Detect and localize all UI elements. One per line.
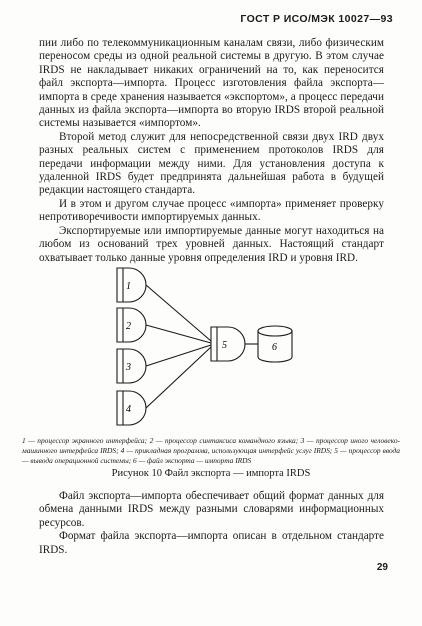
processor-2-shape [117,308,146,342]
label-2: 2 [126,321,131,332]
paragraph-4: Экспортируемые или импортируемые данные могут находиться на любом из оснований трех уровней данных. Настоящий стандарт охватывает только данные уровня определения IRD и уровня IRD. [39,224,384,264]
figure-caption: Рисунок 10 Файл экспорта — импорта IRDS [111,468,311,479]
paragraph-2: Второй метод служит для непосредственной связи двух IRD двух разных реальных систем с применением протоколов IRDS для передачи информации между ними. Для установления доступа к удаленной IRDS будет предпринята дальнейшая работа в будущей редакции настоящего стандарта. [39,130,384,197]
processor-4-shape [117,391,146,425]
diagram-svg [103,263,333,433]
label-5: 5 [222,340,227,351]
processor-5-shape [211,327,245,361]
label-4: 4 [126,404,131,415]
figure-10-diagram [103,263,333,438]
processor-3-shape [117,349,146,383]
label-6: 6 [272,342,277,353]
main-text-bottom [39,490,384,557]
page-number: 29 [376,562,388,573]
paragraph-5: Файл экспорта—импорта обеспечивает общий формат данных для обмена данными IRDS между разными словарями информационных ресурсов. [39,490,384,529]
processor-1-shape [117,268,146,302]
main-text-top [39,37,384,265]
label-3: 3 [126,362,131,373]
label-1: 1 [126,281,131,292]
paragraph-1: пии либо по телекоммуникационным каналам связи, либо физическим переносом среды из одной реальной системы в другую. В этом случае IRDS не накладывает никаких ограничений на то, как переносится файл экспорта—импорта. Процесс изготовления файла экспорта—импорта в среде хранения называется «экспортом», а процесс передачи данных из файла экспорта—импорта во вторую IRDS второй реальной системы называется «импортом». [39,37,384,130]
figure-legend: 1 — процессор экранного интерфейса; 2 — процессор синтаксиса командного языка; 3 — процессор иного человеко-машинного интерфейса IRDS; 4 — прикладная программа, использующая интерфейс услуг IRDS; 5 — процессор ввода — вывода операционной системы; 6 — файл экспорта — импорта IRDS [22,436,400,465]
paragraph-3: И в этом и другом случае процесс «импорта» применяет проверку непротиворечивости импортируемых данных. [39,197,384,224]
paragraph-6: Формат файла экспорта—импорта описан в отдельном стандарте IRDS. [39,530,384,556]
page-header: ГОСТ Р ИСО/МЭК 10027—93 [240,13,393,25]
